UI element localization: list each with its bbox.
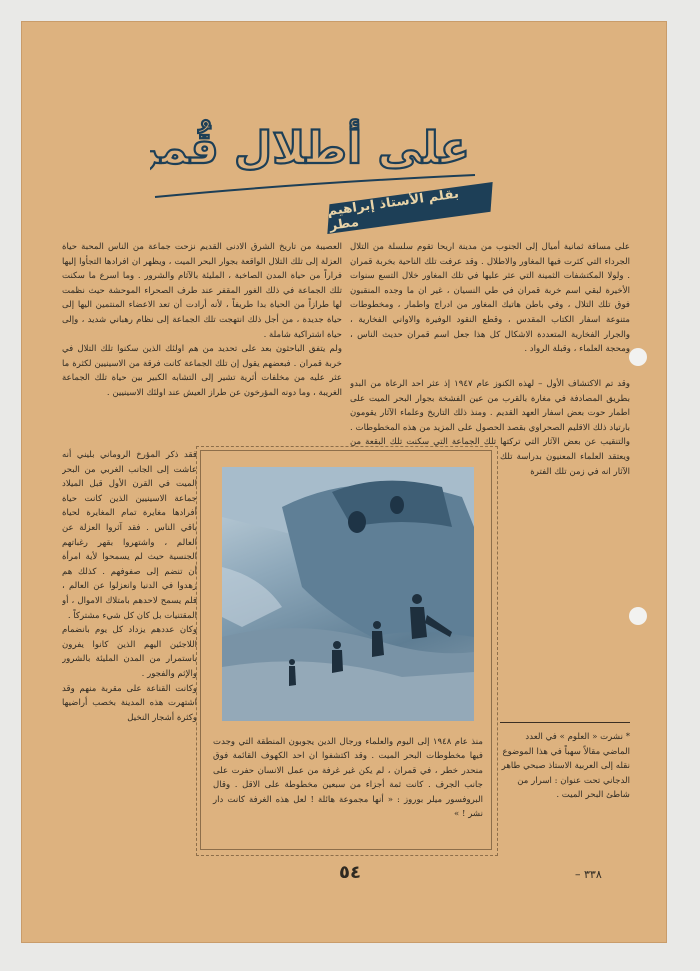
paragraph: على مسافة ثمانية أميال إلى الجنوب من مدينة اريحا تقوم سلسلة من التلال الجرداء التي كثرت فيها المغاور والاطلال . وقد عرفت تلك الناحية بخربة قمران . ولولا المكتشفات الثمينة التي عثر عليها في تلك المغاور خلال التسع سنوات الأخيرة لبقي اسم خربة قمران في طي النسيان ، غير ان ما وجده المنقبون فوق تلك التلال ، وفي باطن هاتيك المغاور من ادراج واطمار ، ومخطوطات متنوعة اسفار الكتاب المقدس ، وقطع النقود الوفيرة والاواني الفخارية ، والجرار الفخارية المتعددة الاشكال كل هذا جعل اسم قمران حديث الناس ، ومحجة العلماء ، وقبلة الرواد . xyxy=(350,242,630,355)
cliff-climbers-illustration xyxy=(222,467,474,721)
illustration-drawing xyxy=(222,467,474,721)
byline: بقلم الأستاذ إبراهيم مطر xyxy=(326,186,460,234)
paragraph: وكانت القناعة على مقربة منهم وقد اشتهرت هذه المدينة بخصب أراضيها وكثرة أشجار النخيل xyxy=(62,683,197,723)
illustration-caption: منذ عام ١٩٤٨ إلى اليوم والعلماء ورجال الدين يجوبون المنطقة التي وجدت فيها مخطوطات البحر الميت . وقد اكتشفوا ان احد الكهوف القائمة فوق منحدر خطر ، في قمران ، لم يكن غير غرفة من عمل الانسان حفرت على جانب الجرف . كانت ثمة أجزاء من سبعين مخطوطة على الاقل . وقال البروفسور ميلر بوروز : « أنها مجموعة هائلة ! لعل هذه الغرفة كانت دار نشر ! » xyxy=(213,737,484,820)
paragraph: وقد تم الاكتشاف الأول – لهذه الكنوز عام ١٩٤٧ إذ عثر احد الرعاة من البدو بطريق المصادفة في مغارة بالقرب من عين الفشخة بجوار البحر الميت على اطمار حوت بعض اسفار العهد القديم . ومنذ ذلك التاريخ وعلماء الآثار يقومون بارتياد ذلك الاقليم الصحراوي بقصد الحصول على المزيد من هذه المخطوطات . والتنقيب عن بعض الآثار التي تركتها تلك الجماعة التي سكنت تلك البقعة من xyxy=(350,379,630,447)
footnote: * نشرت « العلوم » في العدد الماضي مقالاً سهباً في هذا الموضوع نقله إلى العربية الاستاذ صبحي طاهر الدجاني تحت عنوان : اسرار من شاطئ البحر الميت . xyxy=(501,732,630,801)
binding-hole-bottom xyxy=(629,607,647,625)
right-column-mid xyxy=(350,377,630,447)
paragraph: ولم يتفق الباحثون بعد على تحديد من هم اولئك الذين سكنوا تلك التلال في خربة قمران . فبعضهم يقول إن تلك الجماعة كانت فرقة من الاسينيين لكثرة ما عثر عليه من مخلفات أثرية تشير إلى التشابه الكبير بين حياة تلك الجماعة الغريبة ، وما دونه المؤرخون عن طراز العيش عند اولئك الاسينيين . xyxy=(62,344,342,398)
paragraph: العصيبة من تاريخ الشرق الادنى القديم نزحت جماعة من الناس المحبة حياة العزلة إلى تلك التلال الواقعة بجوار البحر الميت ، ويظهر ان افرادها التجأوا إليها فراراً من حياة المدن الصاخبة ، المليئة بالآثام والشرور . وما اسرع ما سكنت تلك الجماعة في ذلك الغور المقفر عند طرف الصحراء الموحشة حيث نظمت لها طرازاً من الحياة بدا طريفاً ، لأنه أرادت أن تعد الاعضاء المنتمين اليها إلى حياة جديدة ، من أجل ذلك انتهجت تلك الجماعة إلى نظام رهباني شديد ، وإلى حياة اشتراكية شاملة . xyxy=(62,242,342,340)
alt-page-number: ٣٣٨ – xyxy=(575,868,602,881)
page-number: ٥٤ xyxy=(339,862,361,883)
right-column-narrow xyxy=(500,450,630,720)
note-divider xyxy=(500,722,630,723)
left-column-narrow xyxy=(62,448,197,853)
paragraph: فقد ذكر المؤرخ الروماني بليني أنه عاشت إلى الجانب الغربي من البحر الميت في القرن الأول قبل الميلاد جماعة الاسينيين الذين كانت حياة أفرادها مغايرة تمام المغايرة لحياة باقي الناس . فقد آثروا العزلة عن العالم ، واشتهروا بقهر رغباتهم الجنسية حيث لم يسمحوا لأية امرأة أن تنضم إلى صفوفهم . كذلك هم زهدوا في الدنيا وانعزلوا عن العالم ، فلم يسمح لاحدهم بامتلاك الاموال ، أو المقتنيات بل كان كل شيء مشتركاً . xyxy=(62,450,197,621)
paragraph: ويعتقد العلماء المعنيون بدراسة تلك الآثار انه في زمن تلك الفترة xyxy=(500,452,630,477)
paragraph: وكان عددهم يزداد كل يوم بانضمام اللاجئين اليهم الذين كانوا يفرون باستمرار من المدن المليئة بالشرور والإثم والفجور . xyxy=(62,625,197,679)
binding-hole-top xyxy=(629,348,647,366)
left-column-top xyxy=(62,240,342,445)
title-text: على أطلال قُم xyxy=(160,123,470,174)
